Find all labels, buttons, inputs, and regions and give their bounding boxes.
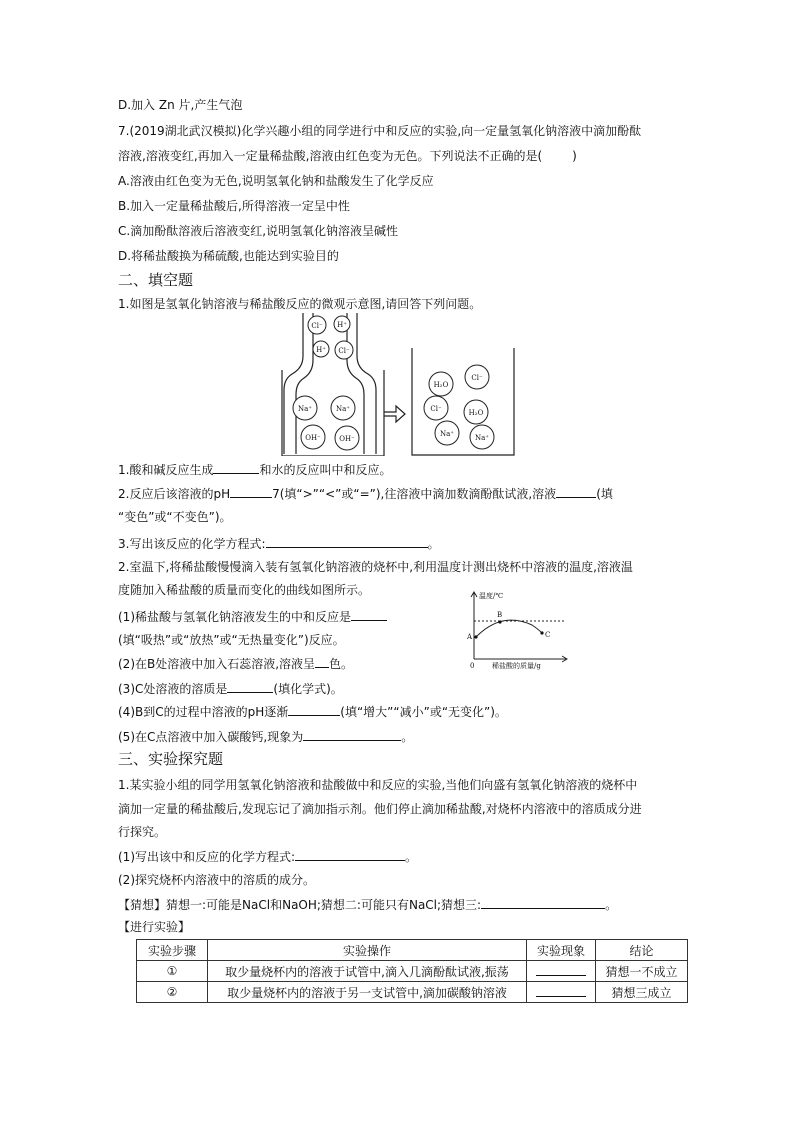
point-label: C	[545, 631, 551, 639]
neutralization-diagram	[270, 308, 535, 456]
fill-1-intro: 1.如图是氢氧化钠溶液与稀盐酸反应的微观示意图,请回答下列问题。	[118, 297, 482, 311]
answer-blank[interactable]	[536, 984, 586, 997]
ion-label: H⁺	[337, 321, 347, 329]
q-text: 。	[405, 850, 418, 864]
guess-line	[118, 896, 617, 913]
answer-blank[interactable]	[288, 703, 340, 716]
ion-label: OH⁻	[305, 434, 321, 442]
q-text: 【猜想】猜想一:可能是NaCl和NaOH;猜想二:可能只有NaCl;猜想三:	[118, 898, 482, 912]
conclusion-cell: 猜想一不成立	[596, 961, 688, 982]
answer-blank[interactable]	[213, 461, 259, 474]
ion-label: H⁺	[316, 346, 326, 354]
ion-label: Na⁺	[475, 434, 489, 442]
q-text: 。	[401, 730, 414, 744]
question-7-line2	[118, 148, 577, 164]
answer-blank[interactable]	[266, 535, 428, 548]
point-c	[540, 631, 543, 634]
ion-label: Cl⁻	[430, 405, 442, 413]
question-7-line1: 7.(2019湖北武汉模拟)化学兴趣小组的同学进行中和反应的实验,向一定量氢氧化钠溶液中滴加酚酞	[118, 124, 642, 138]
ion-label: OH⁻	[339, 435, 355, 443]
ion-label: Cl⁻	[471, 374, 483, 382]
answer-blank[interactable]	[481, 896, 605, 909]
fill-1-q3	[118, 535, 440, 552]
point-b	[498, 620, 501, 623]
q-text: (填化学式)。	[273, 682, 343, 696]
q-text: (填“增大”“减小”或“无变化”)。	[340, 705, 507, 719]
section-heading-experiment: 三、实验探究题	[118, 750, 224, 768]
q-text: 3.写出该反应的化学方程式:	[118, 537, 266, 551]
fill-2-line2: 度随加入稀盐酸的质量而变化的曲线如图所示。	[118, 583, 371, 597]
table-row	[137, 982, 688, 1003]
point-label: A	[467, 633, 473, 641]
ion-label: Na⁺	[336, 405, 350, 413]
section-heading-fill-blank: 二、填空题	[118, 271, 194, 289]
q-text: 7(填“>”“<”或“=”),往溶液中滴加数滴酚酞试液,溶液	[272, 487, 557, 501]
col-header-operation: 实验操作	[208, 940, 527, 961]
fill-1-q2	[118, 485, 613, 502]
ion-label: Na⁺	[298, 405, 312, 413]
q-text: 2.反应后该溶液的pH	[118, 487, 231, 501]
answer-blank[interactable]	[536, 963, 586, 976]
operation-cell: 取少量烧杯内的溶液于另一支试管中,滴加碳酸钠溶液	[208, 982, 527, 1003]
answer-blank[interactable]	[295, 848, 405, 861]
option-d: D.将稀盐酸换为稀硫酸,也能达到实验目的	[118, 249, 339, 263]
fill-1-q2-cont: “变色”或“不变色”)。	[118, 510, 232, 524]
operation-cell: 取少量烧杯内的溶液于试管中,滴入几滴酚酞试液,振荡	[208, 961, 527, 982]
q-text: (4)B到C的过程中溶液的pH逐渐	[118, 705, 289, 719]
molecule-label: H₂O	[433, 381, 449, 389]
option-c: C.滴加酚酞溶液后溶液变红,说明氢氧化钠溶液呈碱性	[118, 224, 399, 238]
experiment-table	[136, 939, 688, 1003]
option-b: B.加入一定量稀盐酸后,所得溶液一定呈中性	[118, 199, 350, 213]
molecule-label: H₂O	[468, 409, 484, 417]
experiment-heading: 【进行实验】	[118, 920, 191, 934]
x-axis-label: 稀盐酸的质量/g	[492, 662, 541, 670]
q-text: (3)C处溶液的溶质是	[118, 682, 228, 696]
answer-blank[interactable]	[351, 608, 387, 621]
q-text: (1)写出该中和反应的化学方程式:	[118, 850, 296, 864]
fill-2-q3	[118, 680, 343, 697]
answer-blank[interactable]	[315, 655, 329, 668]
table-row	[137, 961, 688, 982]
q-text: 。	[427, 537, 440, 551]
col-header-phenomenon: 实验现象	[527, 940, 596, 961]
ion-label: Na⁺	[440, 430, 454, 438]
col-header-conclusion: 结论	[596, 940, 688, 961]
exp-1-line2: 滴加一定量的稀盐酸后,发现忘记了滴加指示剂。他们停止滴加稀盐酸,对烧杯内溶液中的溶质成分进	[118, 802, 642, 816]
table-header-row	[137, 940, 688, 961]
q-text: (2)在B处溶液中加入石蕊溶液,溶液呈	[118, 657, 316, 671]
point-a	[474, 635, 477, 638]
answer-blank[interactable]	[303, 728, 401, 741]
answer-blank[interactable]	[556, 485, 596, 498]
conclusion-cell: 猜想三成立	[596, 982, 688, 1003]
q-text: 1.酸和碱反应生成	[118, 463, 214, 477]
answer-blank[interactable]	[227, 680, 273, 693]
fill-2-q1-cont: (填“吸热”或“放热”或“无热量变化”)反应。	[118, 633, 345, 647]
fill-2-line1: 2.室温下,将稀盐酸慢慢滴入装有氢氧化钠溶液的烧杯中,利用温度计测出烧杯中溶液的温度,溶液温	[118, 560, 633, 574]
answer-blank[interactable]	[230, 485, 272, 498]
phenomenon-cell	[527, 961, 596, 982]
temperature-graph	[462, 587, 574, 672]
fill-1-q1	[118, 461, 391, 478]
q-text: 。	[605, 898, 618, 912]
fill-2-q1	[118, 608, 387, 625]
phenomenon-cell	[527, 982, 596, 1003]
q-text: (5)在C点溶液中加入碳酸钙,现象为	[118, 730, 304, 744]
exp-1-q2: (2)探究烧杯内溶液中的溶质的成分。	[118, 873, 315, 887]
origin-label: 0	[470, 662, 475, 670]
q-text: 色。	[329, 657, 354, 671]
q-text: 和水的反应叫中和反应。	[259, 463, 392, 477]
ion-label: Cl⁻	[311, 322, 323, 330]
fill-2-q5	[118, 728, 413, 745]
step-cell: ②	[137, 982, 208, 1003]
step-cell: ①	[137, 961, 208, 982]
point-label: B	[497, 611, 503, 619]
paren-close: )	[572, 149, 577, 163]
y-axis-label: 温度/℃	[479, 592, 504, 600]
q-text: (1)稀盐酸与氢氧化钠溶液发生的中和反应是	[118, 610, 351, 624]
option-d-prev: D.加入 Zn 片,产生气泡	[118, 98, 243, 112]
exp-1-line1: 1.某实验小组的同学用氢氧化钠溶液和盐酸做中和反应的实验,当他们向盛有氢氧化钠溶液的烧杯中	[118, 778, 638, 792]
q-text: (填	[596, 487, 613, 501]
exp-1-q1	[118, 848, 417, 865]
col-header-step: 实验步骤	[137, 940, 208, 961]
fill-2-q4	[118, 703, 507, 720]
exp-1-line3: 行探究。	[118, 825, 167, 839]
ion-label: Cl⁻	[338, 347, 350, 355]
option-a: A.溶液由红色变为无色,说明氢氧化钠和盐酸发生了化学反应	[118, 174, 434, 188]
fill-2-q2	[118, 655, 353, 672]
question-7-text: 溶液,溶液变红,再加入一定量稀盐酸,溶液由红色变为无色。下列说法不正确的是(	[118, 149, 543, 163]
temperature-curve	[476, 620, 542, 637]
